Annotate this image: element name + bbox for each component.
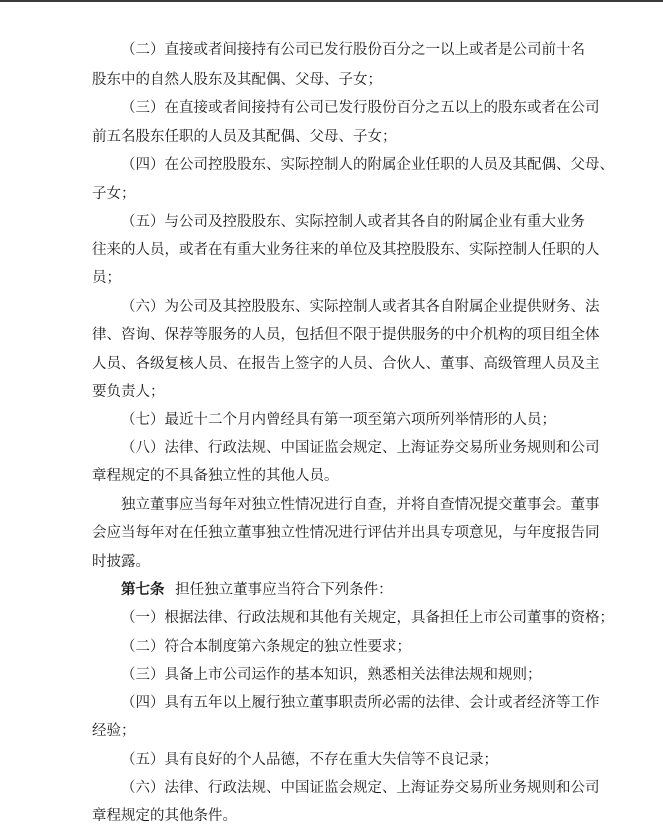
text-line: 员； bbox=[92, 270, 121, 286]
text-line: 要负责人； bbox=[92, 384, 165, 400]
text-line: 独立董事应当每年对独立性情况进行自查，并将自查情况提交董事会。董事 bbox=[121, 497, 600, 513]
text-line: 时披露。 bbox=[92, 554, 150, 570]
text-line: （二）直接或者间接持有公司已发行股份百分之一以上或者是公司前十名 bbox=[121, 42, 585, 58]
text-line: （七）最近十二个月内曾经具有第一项至第六项所列举情形的人员； bbox=[121, 412, 556, 428]
text-line: （四）在公司控股股东、实际控制人的附属企业任职的人员及其配偶、父母、 bbox=[121, 157, 614, 173]
article-heading: 第七条 bbox=[121, 581, 165, 598]
text-line: 律、咨询、保荐等服务的人员，包括但不限于提供服务的中介机构的项目组全体 bbox=[92, 327, 600, 343]
text-line: （六）法律、行政法规、中国证监会规定、上海证券交易所业务规则和公司 bbox=[121, 780, 600, 796]
article-text: 担任独立董事应当符合下列条件： bbox=[175, 582, 393, 598]
text-line: 前五名股东任职的人员及其配偶、父母、子女； bbox=[92, 129, 397, 145]
text-line: （五）与公司及控股股东、实际控制人或者其各自的附属企业有重大业务 bbox=[121, 214, 585, 230]
text-line: 章程规定的不具备独立性的其他人员。 bbox=[92, 468, 339, 484]
article-7-line bbox=[121, 580, 393, 600]
text-line: 子女； bbox=[92, 186, 136, 202]
text-line: （三）具备上市公司运作的基本知识，熟悉相关法律法规和规则； bbox=[121, 667, 542, 683]
text-line: （二）符合本制度第六条规定的独立性要求； bbox=[121, 639, 411, 655]
text-line: （三）在直接或者间接持有公司已发行股份百分之五以上的股东或者在公司 bbox=[121, 100, 600, 116]
text-line: 会应当每年对在任独立董事独立性情况进行评估并出具专项意见，与年度报告同 bbox=[92, 525, 600, 541]
text-line: （一）根据法律、行政法规和其他有关规定，具备担任上市公司董事的资格； bbox=[121, 610, 614, 626]
text-line: （六）为公司及其控股股东、实际控制人或者其各自附属企业提供财务、法 bbox=[121, 299, 600, 315]
text-line: 经验； bbox=[92, 723, 136, 739]
text-line: 股东中的自然人股东及其配偶、父母、子女； bbox=[92, 72, 382, 88]
text-line: 人员、各级复核人员、在报告上签字的人员、合伙人、董事、高级管理人员及主 bbox=[92, 356, 600, 372]
text-line: 往来的人员，或者在有重大业务往来的单位及其控股股东、实际控制人任职的人 bbox=[92, 242, 600, 258]
text-line: （四）具有五年以上履行独立董事职责所必需的法律、会计或者经济等工作 bbox=[121, 695, 600, 711]
text-line: （五）具有良好的个人品德，不存在重大失信等不良记录； bbox=[121, 752, 498, 768]
text-line: （八）法律、行政法规、中国证监会规定、上海证券交易所业务规则和公司 bbox=[121, 440, 600, 456]
text-line: 章程规定的其他条件。 bbox=[92, 808, 237, 824]
